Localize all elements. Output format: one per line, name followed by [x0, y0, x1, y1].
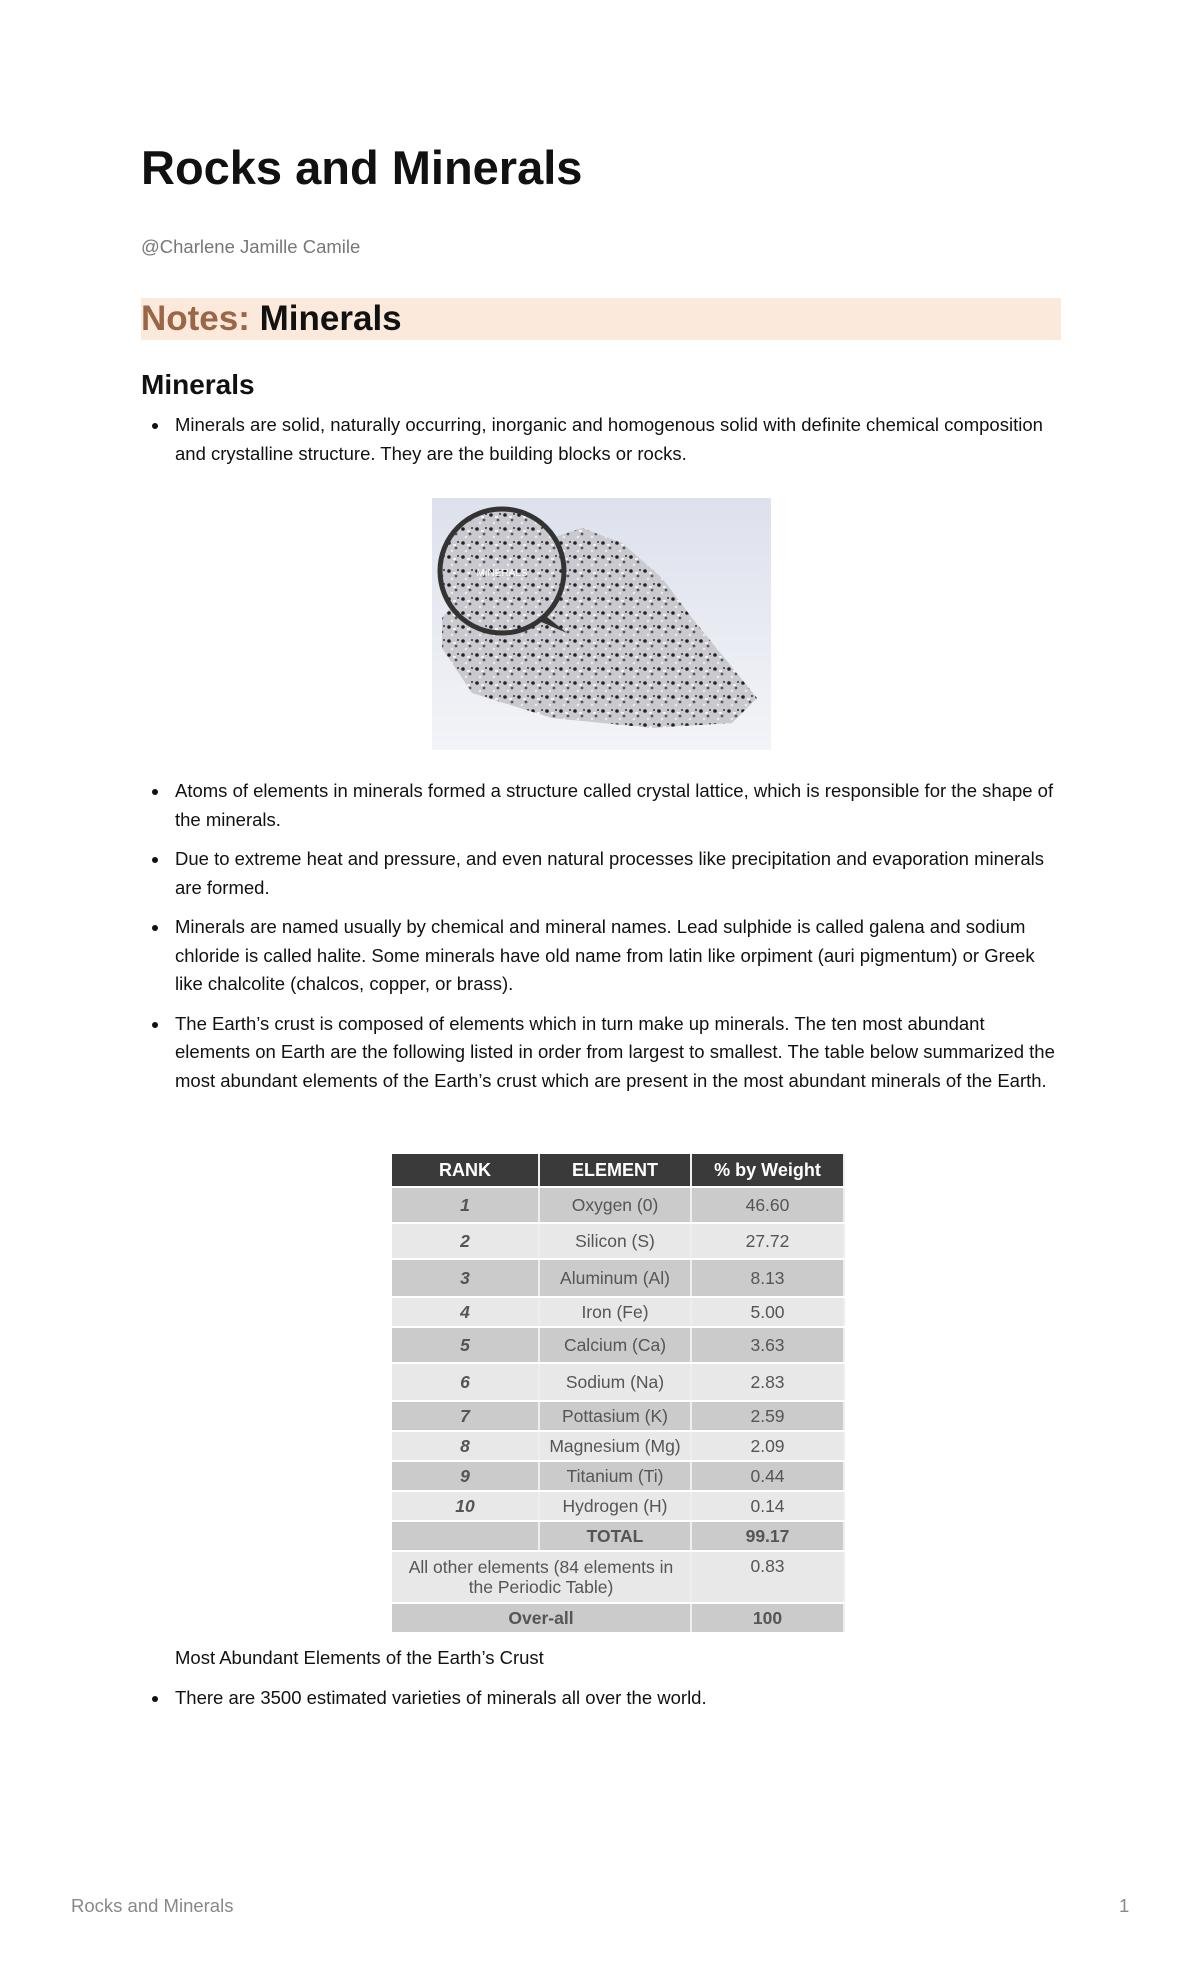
header-rank: RANK: [392, 1154, 540, 1186]
total-label: TOTAL: [540, 1522, 692, 1550]
cell-rank: 4: [392, 1298, 540, 1326]
cell-rank: 7: [392, 1402, 540, 1430]
minerals-image: [432, 498, 771, 750]
cell-element: Sodium (Na): [540, 1364, 692, 1400]
cell-element: Magnesium (Mg): [540, 1432, 692, 1460]
other-value: 0.83: [692, 1552, 845, 1602]
cell-rank: 5: [392, 1328, 540, 1362]
cell-element: Calcium (Ca): [540, 1328, 692, 1362]
cell-rank: 9: [392, 1462, 540, 1490]
table-row: [392, 1462, 845, 1490]
list-item: There are 3500 estimated varieties of minerals all over the world.: [141, 1684, 1061, 1713]
section-prefix: Notes:: [141, 299, 250, 338]
cell-weight: 2.83: [692, 1364, 845, 1400]
bullet-list: [141, 411, 1061, 479]
table-row: [392, 1402, 845, 1430]
table-caption: Most Abundant Elements of the Earth’s Crust: [175, 1647, 544, 1668]
cell-weight: 46.60: [692, 1188, 845, 1222]
cell-element: Hydrogen (H): [540, 1492, 692, 1520]
table-row: [392, 1492, 845, 1520]
list-item: Due to extreme heat and pressure, and even natural processes like precipitation and evaporation minerals are formed.: [141, 845, 1061, 902]
cell-weight: 0.44: [692, 1462, 845, 1490]
cell-rank: 8: [392, 1432, 540, 1460]
cell-element: Aluminum (Al): [540, 1260, 692, 1296]
table-row: [392, 1224, 845, 1258]
overall-row: [392, 1604, 845, 1632]
total-value: 99.17: [692, 1522, 845, 1550]
list-item: The Earth’s crust is composed of elements which in turn make up minerals. The ten most abundant elements on Earth are the following listed in order from largest to smallest. The table below summarized the most abundant elements of the Earth’s crust which are present in the most abundant minerals of the Earth.: [141, 1010, 1061, 1096]
cell-empty: [392, 1522, 540, 1550]
cell-weight: 2.59: [692, 1402, 845, 1430]
list-item: Atoms of elements in minerals formed a structure called crystal lattice, which is responsible for the shape of the minerals.: [141, 777, 1061, 834]
cell-rank: 1: [392, 1188, 540, 1222]
total-row: [392, 1522, 845, 1550]
table-row: [392, 1298, 845, 1326]
table-row: [392, 1364, 845, 1400]
subheading: Minerals: [141, 369, 255, 400]
figure-label: MINERALS: [476, 568, 528, 579]
footer-title: Rocks and Minerals: [71, 1895, 234, 1916]
table-row: [392, 1260, 845, 1296]
other-label: All other elements (84 elements in the Periodic Table): [392, 1552, 692, 1602]
list-item: Minerals are named usually by chemical and mineral names. Lead sulphide is called galena and sodium chloride is called halite. Some minerals have old name from latin like orpiment (auri pigmentum) or Greek like chalcolite (chalcos, copper, or brass).: [141, 913, 1061, 999]
cell-element: Titanium (Ti): [540, 1462, 692, 1490]
cell-element: Pottasium (K): [540, 1402, 692, 1430]
overall-value: 100: [692, 1604, 845, 1632]
header-element: ELEMENT: [540, 1154, 692, 1186]
cell-rank: 2: [392, 1224, 540, 1258]
page-title: Rocks and Minerals: [141, 141, 583, 194]
table-row: [392, 1188, 845, 1222]
page-number: 1: [1119, 1895, 1130, 1916]
other-row: [392, 1552, 845, 1602]
table-row: [392, 1328, 845, 1362]
section-heading: [141, 298, 1061, 340]
cell-weight: 0.14: [692, 1492, 845, 1520]
cell-rank: 3: [392, 1260, 540, 1296]
bullet-list: [141, 777, 1061, 1106]
table-row: [392, 1432, 845, 1460]
cell-rank: 10: [392, 1492, 540, 1520]
cell-element: Silicon (S): [540, 1224, 692, 1258]
section-title: Minerals: [259, 299, 402, 338]
cell-element: Oxygen (0): [540, 1188, 692, 1222]
cell-weight: 2.09: [692, 1432, 845, 1460]
author: @Charlene Jamille Camile: [141, 236, 361, 257]
cell-weight: 5.00: [692, 1298, 845, 1326]
overall-label: Over-all: [392, 1604, 692, 1632]
bullet-list: [141, 1684, 1061, 1724]
list-item: Minerals are solid, naturally occurring, inorganic and homogenous solid with definite chemical composition and crystalline structure. They are the building blocks or rocks.: [141, 411, 1061, 468]
cell-rank: 6: [392, 1364, 540, 1400]
cell-element: Iron (Fe): [540, 1298, 692, 1326]
elements-table: [392, 1152, 845, 1634]
cell-weight: 3.63: [692, 1328, 845, 1362]
cell-weight: 8.13: [692, 1260, 845, 1296]
cell-weight: 27.72: [692, 1224, 845, 1258]
header-weight: % by Weight: [692, 1154, 845, 1186]
